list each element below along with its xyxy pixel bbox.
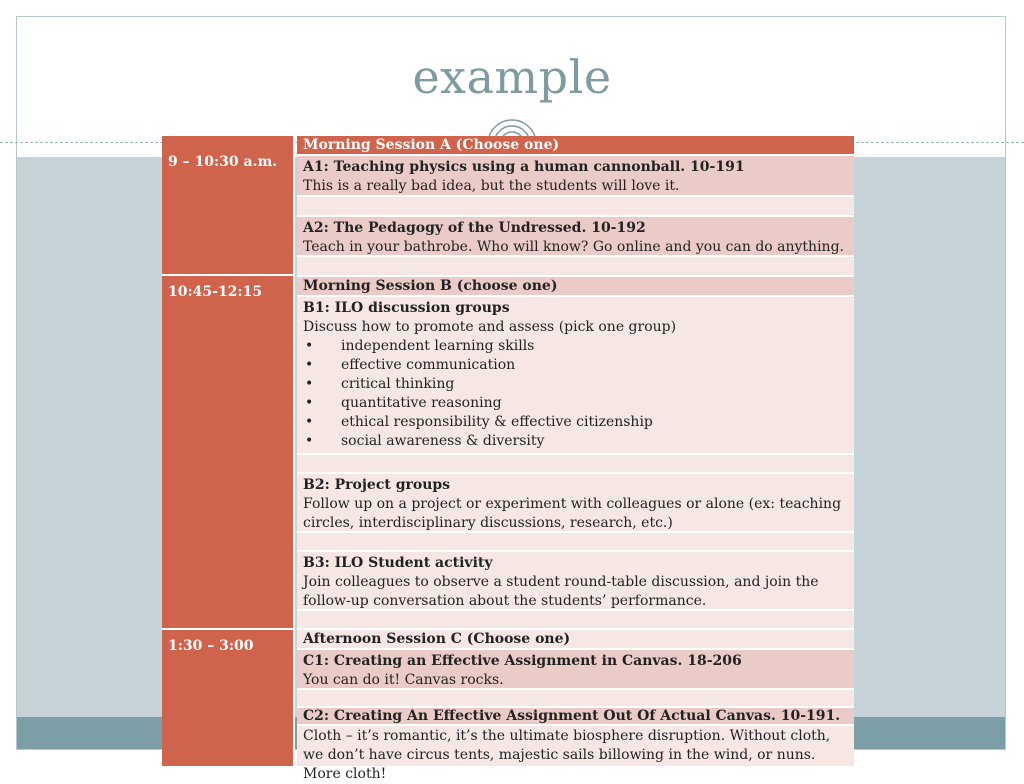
spacer-row [297, 257, 854, 277]
c2-title: C2: Creating An Effective Assignment Out Of Actual Canvas. 10-191. [303, 708, 841, 724]
b2-description: Follow up on a project or experiment with colleagues or alone (ex: teaching circles, interdisciplinary discussions, research, etc.) [303, 496, 842, 531]
spacer-row [297, 197, 854, 217]
a1-description: This is a really bad idea, but the students will love it. [303, 178, 680, 194]
a1-title: A1: Teaching physics using a human cannonball. 10-191 [303, 159, 745, 175]
spacer-row [297, 690, 854, 708]
session-c1 [297, 650, 854, 690]
list-item: • effective communication [303, 356, 848, 375]
schedule-table [162, 136, 854, 782]
b2-title: B2: Project groups [303, 477, 451, 493]
c2-description: Cloth – it’s romantic, it’s the ultimate biosphere disruption. Without cloth, we don’t have circus tents, majestic sails billowing in the wind, or nuns. More cloth! [303, 728, 831, 782]
list-item: • independent learning skills [303, 337, 848, 356]
list-item: • ethical responsibility & effective citizenship [303, 413, 848, 432]
b3-description: Join colleagues to observe a student round-table discussion, and join the follow-up conversation about the students’ performance. [303, 574, 819, 609]
b1-description: Discuss how to promote and assess (pick one group) [303, 319, 677, 335]
session-a1 [297, 156, 854, 197]
slide-title: example [412, 50, 612, 104]
session-c-header: Afternoon Session C (Choose one) [297, 630, 854, 650]
session-a-header: Morning Session A (Choose one) [297, 136, 854, 156]
list-item: • critical thinking [303, 375, 848, 394]
b1-title: B1: ILO discussion groups [303, 300, 510, 316]
b3-title: B3: ILO Student activity [303, 555, 493, 571]
session-b1 [297, 297, 854, 455]
time-slot-2: 10:45-12:15 [162, 276, 295, 630]
spacer-row [297, 533, 854, 552]
time-slot-3: 1:30 – 3:00 [162, 630, 295, 768]
spacer-row [297, 611, 854, 630]
a2-title: A2: The Pedagogy of the Undressed. 10-192 [303, 220, 646, 236]
c1-description: You can do it! Canvas rocks. [303, 672, 504, 688]
session-b-header: Morning Session B (choose one) [297, 277, 854, 297]
session-a2 [297, 217, 854, 257]
session-c2 [297, 726, 854, 782]
spacer-row [297, 455, 854, 474]
b1-group-list [303, 337, 848, 451]
session-c2-title-row [297, 708, 854, 726]
list-item: • quantitative reasoning [303, 394, 848, 413]
time-slot-1: 9 – 10:30 a.m. [162, 136, 295, 276]
session-b3 [297, 552, 854, 611]
c1-title: C1: Creating an Effective Assignment in Canvas. 18-206 [303, 653, 742, 669]
session-b2 [297, 474, 854, 533]
a2-description: Teach in your bathrobe. Who will know? Go online and you can do anything. [303, 239, 844, 255]
list-item: • social awareness & diversity [303, 432, 848, 451]
